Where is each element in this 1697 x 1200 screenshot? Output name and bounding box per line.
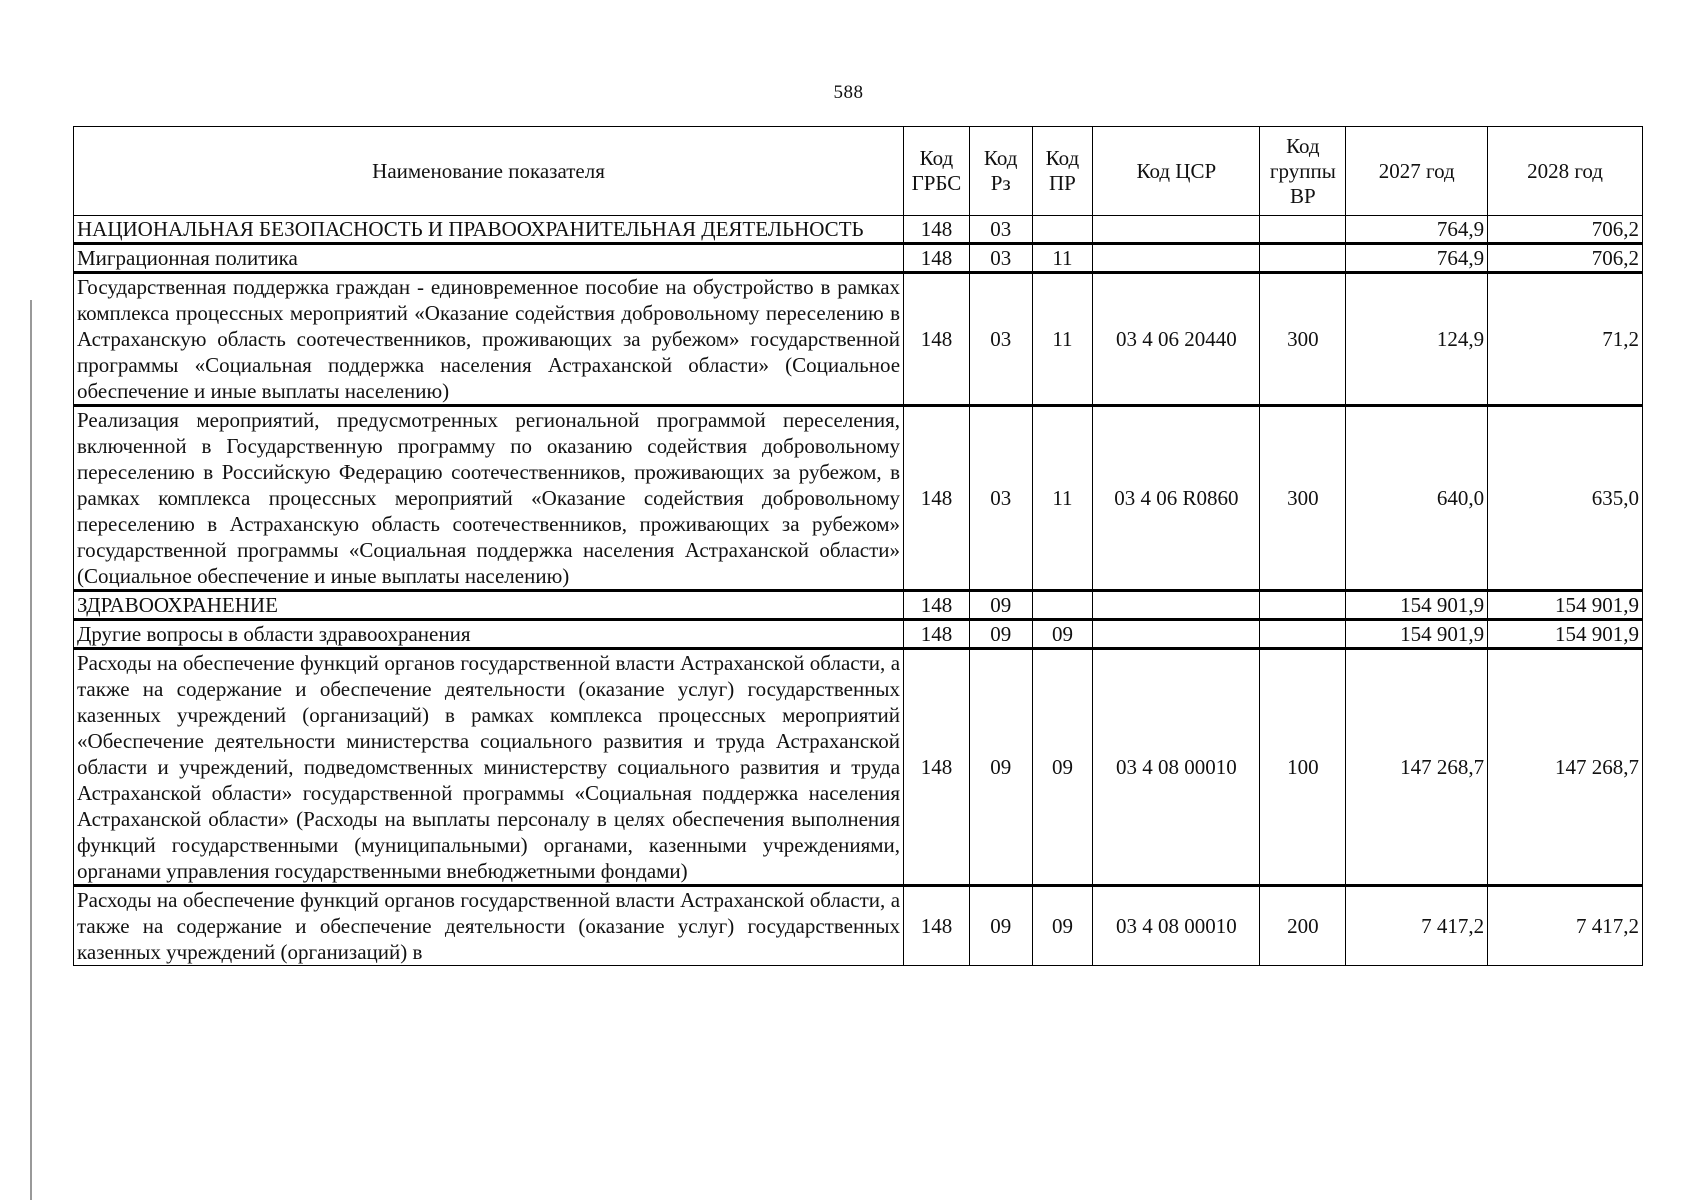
row-2027: 764,9: [1346, 216, 1488, 244]
row-csr: 03 4 08 00010: [1093, 649, 1260, 886]
table-row: [74, 406, 1643, 591]
header-row: [74, 127, 1643, 216]
row-name: ЗДРАВООХРАНЕНИЕ: [74, 591, 904, 620]
row-pr: 11: [1032, 244, 1093, 273]
row-pr: [1032, 216, 1093, 244]
table-row: [74, 273, 1643, 406]
row-csr: 03 4 06 20440: [1093, 273, 1260, 406]
row-vr: 300: [1260, 406, 1346, 591]
page-number: 588: [833, 82, 864, 103]
header-vr: Код группы ВР: [1260, 127, 1346, 216]
row-name-text: Расходы на обеспечение функций органов государственной власти Астраханской области, а также на содержание и обеспечение деятельности (оказание услуг) государственных казенных учреждений (организаций) в: [77, 888, 901, 964]
row-grbs: 148: [904, 649, 970, 886]
row-name: [74, 886, 904, 966]
row-grbs: 148: [904, 886, 970, 966]
table-row: [74, 620, 1643, 649]
row-pr: 11: [1032, 273, 1093, 406]
row-2028: 71,2: [1488, 273, 1643, 406]
row-2027: 154 901,9: [1346, 591, 1488, 620]
row-rz: 09: [969, 886, 1032, 966]
row-grbs: 148: [904, 591, 970, 620]
row-rz: 03: [969, 406, 1032, 591]
row-vr: [1260, 244, 1346, 273]
row-2028: 7 417,2: [1488, 886, 1643, 966]
row-csr: [1093, 244, 1260, 273]
row-rz: 03: [969, 273, 1032, 406]
page-edge: [30, 300, 32, 1200]
row-2027: 764,9: [1346, 244, 1488, 273]
row-vr: [1260, 620, 1346, 649]
table-row: [74, 886, 1643, 966]
row-pr: 09: [1032, 649, 1093, 886]
row-2027: 147 268,7: [1346, 649, 1488, 886]
header-grbs: Код ГРБС: [904, 127, 970, 216]
row-2028: 635,0: [1488, 406, 1643, 591]
row-grbs: 148: [904, 244, 970, 273]
row-rz: 09: [969, 620, 1032, 649]
row-pr: [1032, 591, 1093, 620]
header-2027: 2027 год: [1346, 127, 1488, 216]
row-2027: 124,9: [1346, 273, 1488, 406]
header-name: Наименование показателя: [74, 127, 904, 216]
row-2028: 154 901,9: [1488, 620, 1643, 649]
row-rz: 09: [969, 649, 1032, 886]
table-row: [74, 244, 1643, 273]
row-2027: 154 901,9: [1346, 620, 1488, 649]
row-pr: 11: [1032, 406, 1093, 591]
row-name: Реализация мероприятий, предусмотренных региональной программой переселения, включенной в Государственную программу по оказанию содействия добровольному переселению в Российскую Федерацию соотечественников, проживающих за рубежом, в рамках комплекса процессных мероприятий «Оказание содействия добровольному переселению в Астраханскую область соотечественников, проживающих за рубежом» государственной программы «Социальная поддержка населения Астраханской области» (Социальное обеспечение и иные выплаты населению): [74, 406, 904, 591]
row-grbs: 148: [904, 273, 970, 406]
row-vr: [1260, 591, 1346, 620]
row-pr: 09: [1032, 620, 1093, 649]
row-name: Государственная поддержка граждан - единовременное пособие на обустройство в рамках комплекса процессных мероприятий «Оказание содействия добровольному переселению в Астраханскую область соотечественников, проживающих за рубежом» государственной программы «Социальная поддержка населения Астраханской области» (Социальное обеспечение и иные выплаты населению): [74, 273, 904, 406]
row-2028: 147 268,7: [1488, 649, 1643, 886]
row-csr: 03 4 08 00010: [1093, 886, 1260, 966]
row-rz: 09: [969, 591, 1032, 620]
row-name: Другие вопросы в области здравоохранения: [74, 620, 904, 649]
row-csr: [1093, 591, 1260, 620]
row-vr: [1260, 216, 1346, 244]
header-rz: Код Рз: [969, 127, 1032, 216]
row-rz: 03: [969, 216, 1032, 244]
row-grbs: 148: [904, 620, 970, 649]
row-2028: 154 901,9: [1488, 591, 1643, 620]
row-name: Расходы на обеспечение функций органов государственной власти Астраханской области, а также на содержание и обеспечение деятельности (оказание услуг) государственных казенных учреждений (организаций) в рамках комплекса процессных мероприятий «Обеспечение деятельности министерства социального развития и труда Астраханской области и учреждений, подведомственных министерству социального развития и труда Астраханской области» государственной программы «Социальная поддержка населения Астраханской области» (Расходы на выплаты персоналу в целях обеспечения выполнения функций государственными (муниципальными) органами, казенными учреждениями, органами управления государственными внебюджетными фондами): [74, 649, 904, 886]
header-csr: Код ЦСР: [1093, 127, 1260, 216]
row-csr: [1093, 620, 1260, 649]
row-csr: 03 4 06 R0860: [1093, 406, 1260, 591]
row-grbs: 148: [904, 406, 970, 591]
table-row: [74, 649, 1643, 886]
budget-table: [73, 126, 1643, 966]
row-grbs: 148: [904, 216, 970, 244]
row-rz: 03: [969, 244, 1032, 273]
row-vr: 100: [1260, 649, 1346, 886]
row-2028: 706,2: [1488, 244, 1643, 273]
row-vr: 200: [1260, 886, 1346, 966]
row-2027: 7 417,2: [1346, 886, 1488, 966]
header-pr: Код ПР: [1032, 127, 1093, 216]
row-pr: 09: [1032, 886, 1093, 966]
table-row: [74, 216, 1643, 244]
row-2027: 640,0: [1346, 406, 1488, 591]
row-2028: 706,2: [1488, 216, 1643, 244]
row-csr: [1093, 216, 1260, 244]
table-row: [74, 591, 1643, 620]
row-name: Миграционная политика: [74, 244, 904, 273]
header-2028: 2028 год: [1488, 127, 1643, 216]
row-name: НАЦИОНАЛЬНАЯ БЕЗОПАСНОСТЬ И ПРАВООХРАНИТЕЛЬНАЯ ДЕЯТЕЛЬНОСТЬ: [74, 216, 904, 244]
row-vr: 300: [1260, 273, 1346, 406]
